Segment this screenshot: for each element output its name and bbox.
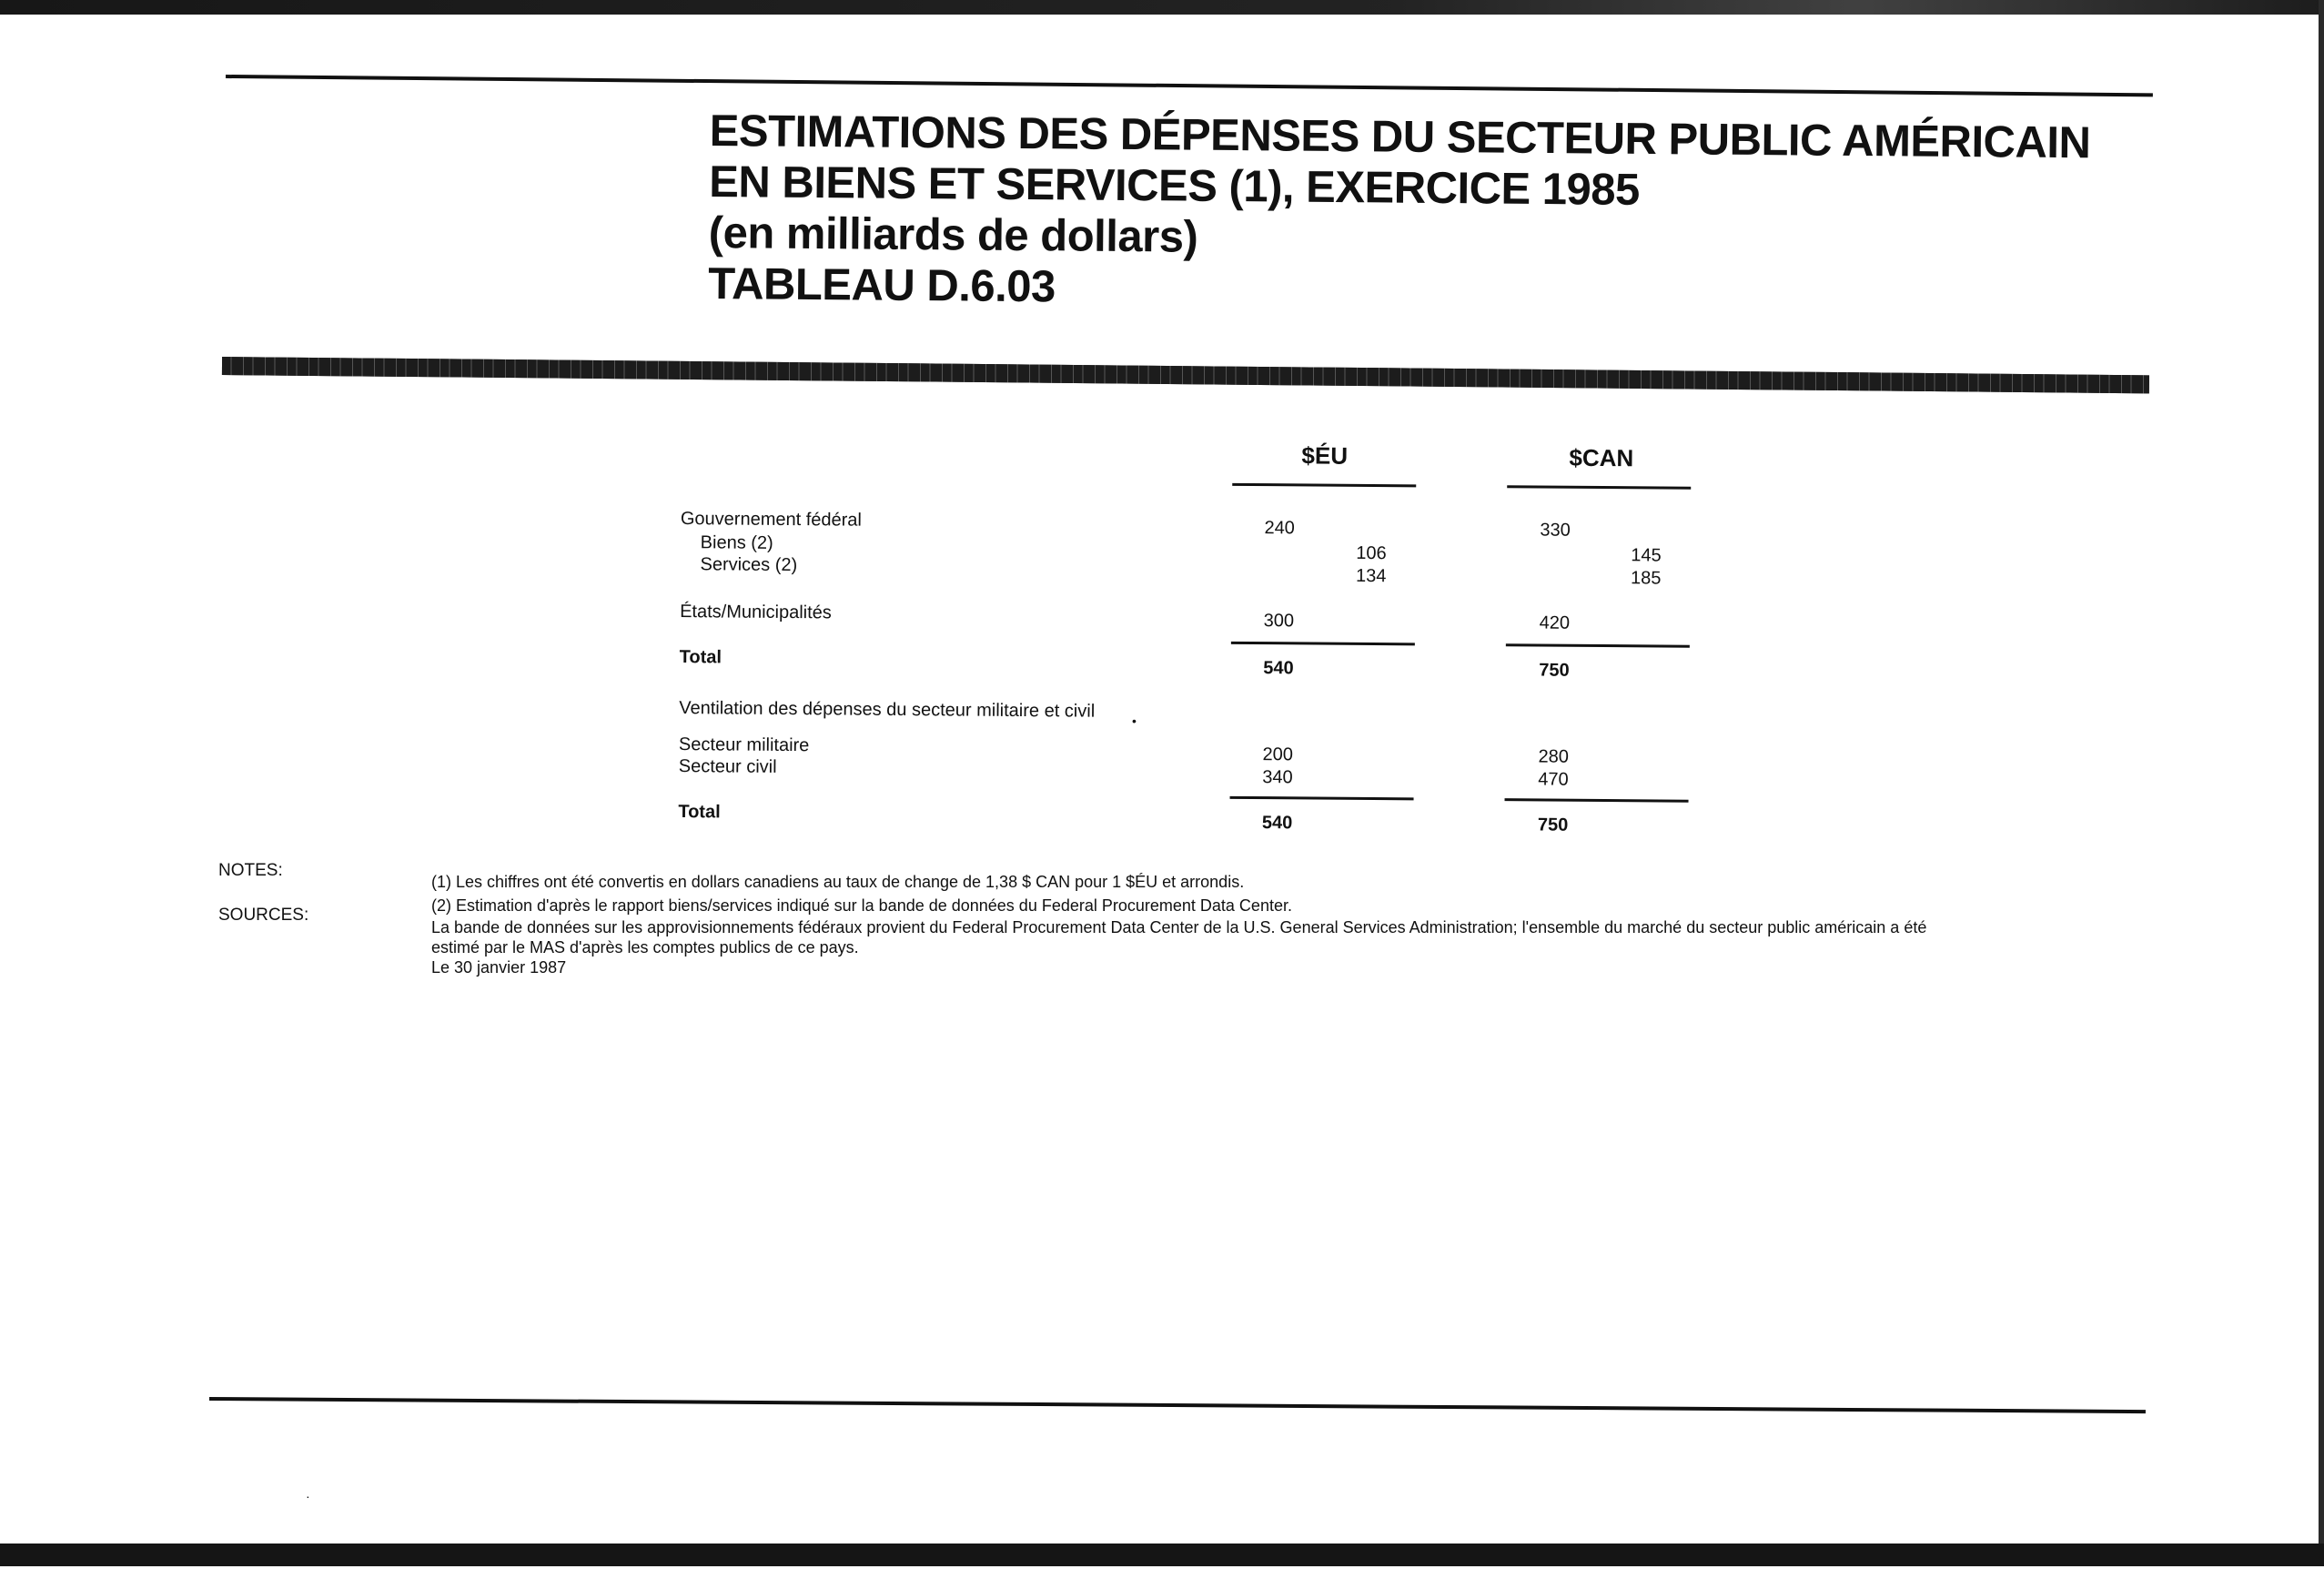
cell-militaire-cad: 280 <box>1538 746 1569 767</box>
section-label-ventilation: Ventilation des dépenses du secteur militaire et civil <box>679 698 1096 722</box>
cell-federal-cad: 330 <box>1540 520 1571 541</box>
row-label-federal: Gouvernement fédéral <box>680 509 863 531</box>
note-2: (2) Estimation d'après le rapport biens/services indiqué sur la bande de données du Federal Procurement Data Center. <box>431 896 1292 915</box>
cell-federal-usd: 240 <box>1264 518 1295 539</box>
note-1: (1) Les chiffres ont été convertis en dollars canadiens au taux de change de 1,38 $ CAN pour 1 $ÉU et arrondis. <box>431 873 1245 891</box>
column-header-usd-rule <box>1232 483 1416 488</box>
title-line-2: EN BIENS ET SERVICES (1), EXERCICE 1985 <box>709 157 1641 215</box>
cell-total-2-usd: 540 <box>1261 813 1293 834</box>
row-label-etats: États/Municipalités <box>680 602 832 623</box>
source-text-line-2: estimé par le MAS d'après les comptes publics de ce pays. <box>431 938 859 957</box>
subtotal-rule-usd <box>1231 642 1415 646</box>
cell-biens-usd: 106 <box>1356 542 1387 564</box>
cell-etats-usd: 300 <box>1263 611 1295 632</box>
title-line-4: TABLEAU D.6.03 <box>708 258 1056 312</box>
cell-services-usd: 134 <box>1355 565 1387 587</box>
row-label-militaire: Secteur militaire <box>678 734 810 756</box>
cell-total-usd: 540 <box>1263 658 1294 679</box>
column-header-usd: $ÉU <box>1301 441 1349 470</box>
scan-speck: • <box>1132 714 1137 728</box>
cell-total-cad: 750 <box>1539 660 1570 681</box>
column-header-cad: $CAN <box>1569 443 1634 472</box>
title-line-3: (en milliards de dollars) <box>708 207 1198 262</box>
cell-civil-usd: 340 <box>1262 767 1293 788</box>
row-label-total-2: Total <box>678 802 721 823</box>
row-label-civil: Secteur civil <box>678 756 777 777</box>
cell-total-2-cad: 750 <box>1537 815 1569 835</box>
cell-militaire-usd: 200 <box>1262 744 1293 765</box>
source-text-line-1: La bande de données sur les approvisionnements fédéraux provient du Federal Procurement Data Center de la U.S. General Services Administration; l'ensemble du marché du secteur public américain a été <box>431 918 1927 936</box>
cell-services-cad: 185 <box>1630 568 1662 589</box>
total-rule-usd <box>1230 796 1414 801</box>
cell-etats-cad: 420 <box>1539 612 1571 633</box>
column-header-cad-rule <box>1507 485 1691 490</box>
title-line-1: ESTIMATIONS DES DÉPENSES DU SECTEUR PUBLIC AMÉRICAIN <box>709 106 2091 168</box>
row-label-total: Total <box>679 647 722 668</box>
row-label-services: Services (2) <box>700 554 798 576</box>
sources-label: SOURCES: <box>218 906 309 925</box>
notes-label: NOTES: <box>218 861 283 880</box>
scan-speck: · <box>306 1489 310 1503</box>
cell-civil-cad: 470 <box>1538 769 1569 790</box>
row-label-biens: Biens (2) <box>700 532 773 553</box>
document-date: Le 30 janvier 1987 <box>431 958 567 977</box>
cell-biens-cad: 145 <box>1631 545 1662 566</box>
subtotal-rule-cad <box>1506 643 1690 648</box>
total-rule-cad <box>1505 798 1689 803</box>
